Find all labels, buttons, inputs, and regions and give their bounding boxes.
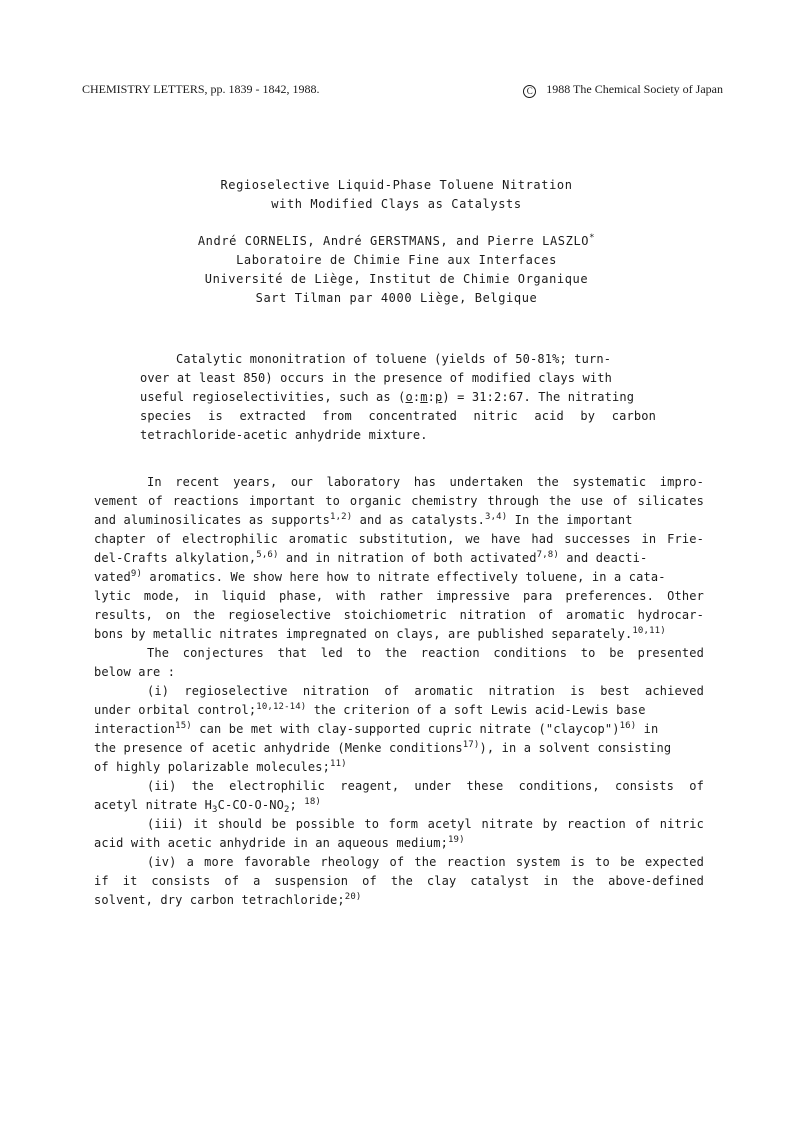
body-line (94, 758, 347, 776)
corresponding-author-mark: * (589, 233, 596, 243)
author-list (0, 234, 793, 248)
reference-mark: 9) (130, 569, 143, 579)
reference-mark: 16) (619, 721, 637, 731)
body-text-span: the presence of acetic anhydride (Menke conditions (94, 741, 463, 755)
body-text-span: in (636, 722, 659, 736)
body-text (94, 473, 704, 913)
body-line: chapter of electrophilic aromatic substitution, we have had successes in Frie- (94, 532, 704, 546)
abstract-line: Catalytic mononitration of toluene (yields of 50-81%; turn- (176, 352, 612, 366)
reference-mark: 15) (175, 721, 192, 731)
abstract-text: useful regioselectivities, such as ( (140, 390, 406, 404)
body-line (94, 701, 646, 719)
body-text-span: bons by metallic nitrates impregnated on clays, are published separately. (94, 627, 633, 641)
para-label: p (435, 390, 443, 404)
body-text-span: acetyl nitrate H (94, 798, 212, 812)
affiliation-line-1: Laboratoire de Chimie Fine aux Interfaces (236, 253, 557, 267)
body-text-span: of highly polarizable molecules; (94, 760, 330, 774)
body-text-span: the criterion of a soft Lewis acid-Lewis base (306, 703, 646, 717)
body-text-span: and deacti- (558, 551, 648, 565)
body-line: The conjectures that led to the reaction conditions to be presented (147, 646, 704, 660)
reference-mark: 7,8) (536, 550, 559, 560)
copyright-text: 1988 The Chemical Society of Japan (546, 82, 723, 96)
journal-citation: CHEMISTRY LETTERS, pp. 1839 - 1842, 1988. (82, 82, 320, 96)
copyright-icon: C (523, 85, 536, 98)
body-line (94, 720, 658, 738)
abstract-line (140, 388, 634, 406)
body-text-span: solvent, dry carbon tetrachloride; (94, 893, 345, 907)
reference-mark: 10,11) (632, 626, 666, 636)
body-line: vement of reactions important to organic chemistry through the use of silicates (94, 494, 704, 508)
reference-mark: 5,6) (256, 550, 279, 560)
body-text-span: aromatics. We show here how to nitrate effectively toluene, in a cata- (142, 570, 666, 584)
body-text-span: ), in a solvent consisting (479, 741, 672, 755)
reference-mark: 10,12-14) (256, 702, 307, 712)
affiliation-line-3: Sart Tilman par 4000 Liège, Belgique (255, 291, 538, 305)
body-line: below are : (94, 665, 176, 679)
body-text-span: and as catalysts. (352, 513, 486, 527)
body-line (94, 834, 465, 852)
reference-mark: 18) (304, 797, 321, 807)
reference-mark: 17) (462, 740, 480, 750)
body-text-span: In the important (507, 513, 633, 527)
body-line (94, 549, 647, 567)
ortho-label: o (405, 390, 413, 404)
abstract-text: ) = 31:2:67. The nitrating (442, 390, 635, 404)
ratio-separator: : (412, 390, 421, 404)
body-line (94, 891, 361, 909)
author-names: André CORNELIS, André GERSTMANS, and Pierre LASZLO (197, 234, 590, 248)
body-line: (iv) a more favorable rheology of the reaction system is to be expected (147, 855, 704, 869)
abstract-line: tetrachloride-acetic anhydride mixture. (140, 428, 428, 442)
body-line (94, 739, 671, 757)
body-line (94, 796, 321, 814)
body-line: (ii) the electrophilic reagent, under these conditions, consists of (147, 779, 704, 793)
body-line: (i) regioselective nitration of aromatic nitration is best achieved (147, 684, 704, 698)
paper-title-line-2: with Modified Clays as Catalysts (271, 197, 522, 211)
subscript: 2 (283, 805, 290, 815)
affiliation-line-2: Université de Liège, Institut de Chimie Organique (204, 272, 589, 286)
reference-mark: 20) (344, 892, 362, 902)
abstract (140, 350, 656, 450)
body-text-span: and in nitration of both activated (278, 551, 537, 565)
reference-mark: 19) (447, 835, 465, 845)
body-text-span: acid with acetic anhydride in an aqueous medium; (94, 836, 448, 850)
abstract-line: over at least 850) occurs in the presence of modified clays with (140, 371, 612, 385)
body-line: results, on the regioselective stoichiometric nitration of aromatic hydrocar- (94, 608, 704, 622)
reference-mark: 3,4) (485, 512, 508, 522)
abstract-line: species is extracted from concentrated nitric acid by carbon (140, 409, 656, 423)
body-line (94, 625, 666, 643)
body-line: (iii) it should be possible to form acetyl nitrate by reaction of nitric (147, 817, 704, 831)
body-line: In recent years, our laboratory has undertaken the systematic impro- (147, 475, 704, 489)
body-line (94, 511, 633, 529)
body-text-span: and aluminosilicates as supports (94, 513, 330, 527)
body-text-span: C-CO-O-NO (217, 798, 284, 812)
reference-mark: 11) (330, 759, 347, 769)
body-text-span: del-Crafts alkylation, (94, 551, 257, 565)
paper-title-line-1: Regioselective Liquid-Phase Toluene Nitration (220, 178, 573, 192)
reference-mark: 1,2) (330, 512, 353, 522)
meta-label: m (420, 390, 428, 404)
copyright-notice (523, 82, 723, 98)
body-line: lytic mode, in liquid phase, with rather impressive para preferences. Other (94, 589, 704, 603)
body-text-span: can be met with clay-supported cupric nitrate ("claycop") (191, 722, 620, 736)
body-line: if it consists of a suspension of the clay catalyst in the above-defined (94, 874, 704, 888)
ratio-separator: : (427, 390, 435, 404)
body-text-span: under orbital control; (94, 703, 257, 717)
subscript: 3 (212, 805, 218, 815)
body-text-span: vated (94, 570, 131, 584)
body-line (94, 568, 666, 586)
body-text-span: interaction (94, 722, 176, 736)
body-text-span: ; (289, 798, 305, 812)
